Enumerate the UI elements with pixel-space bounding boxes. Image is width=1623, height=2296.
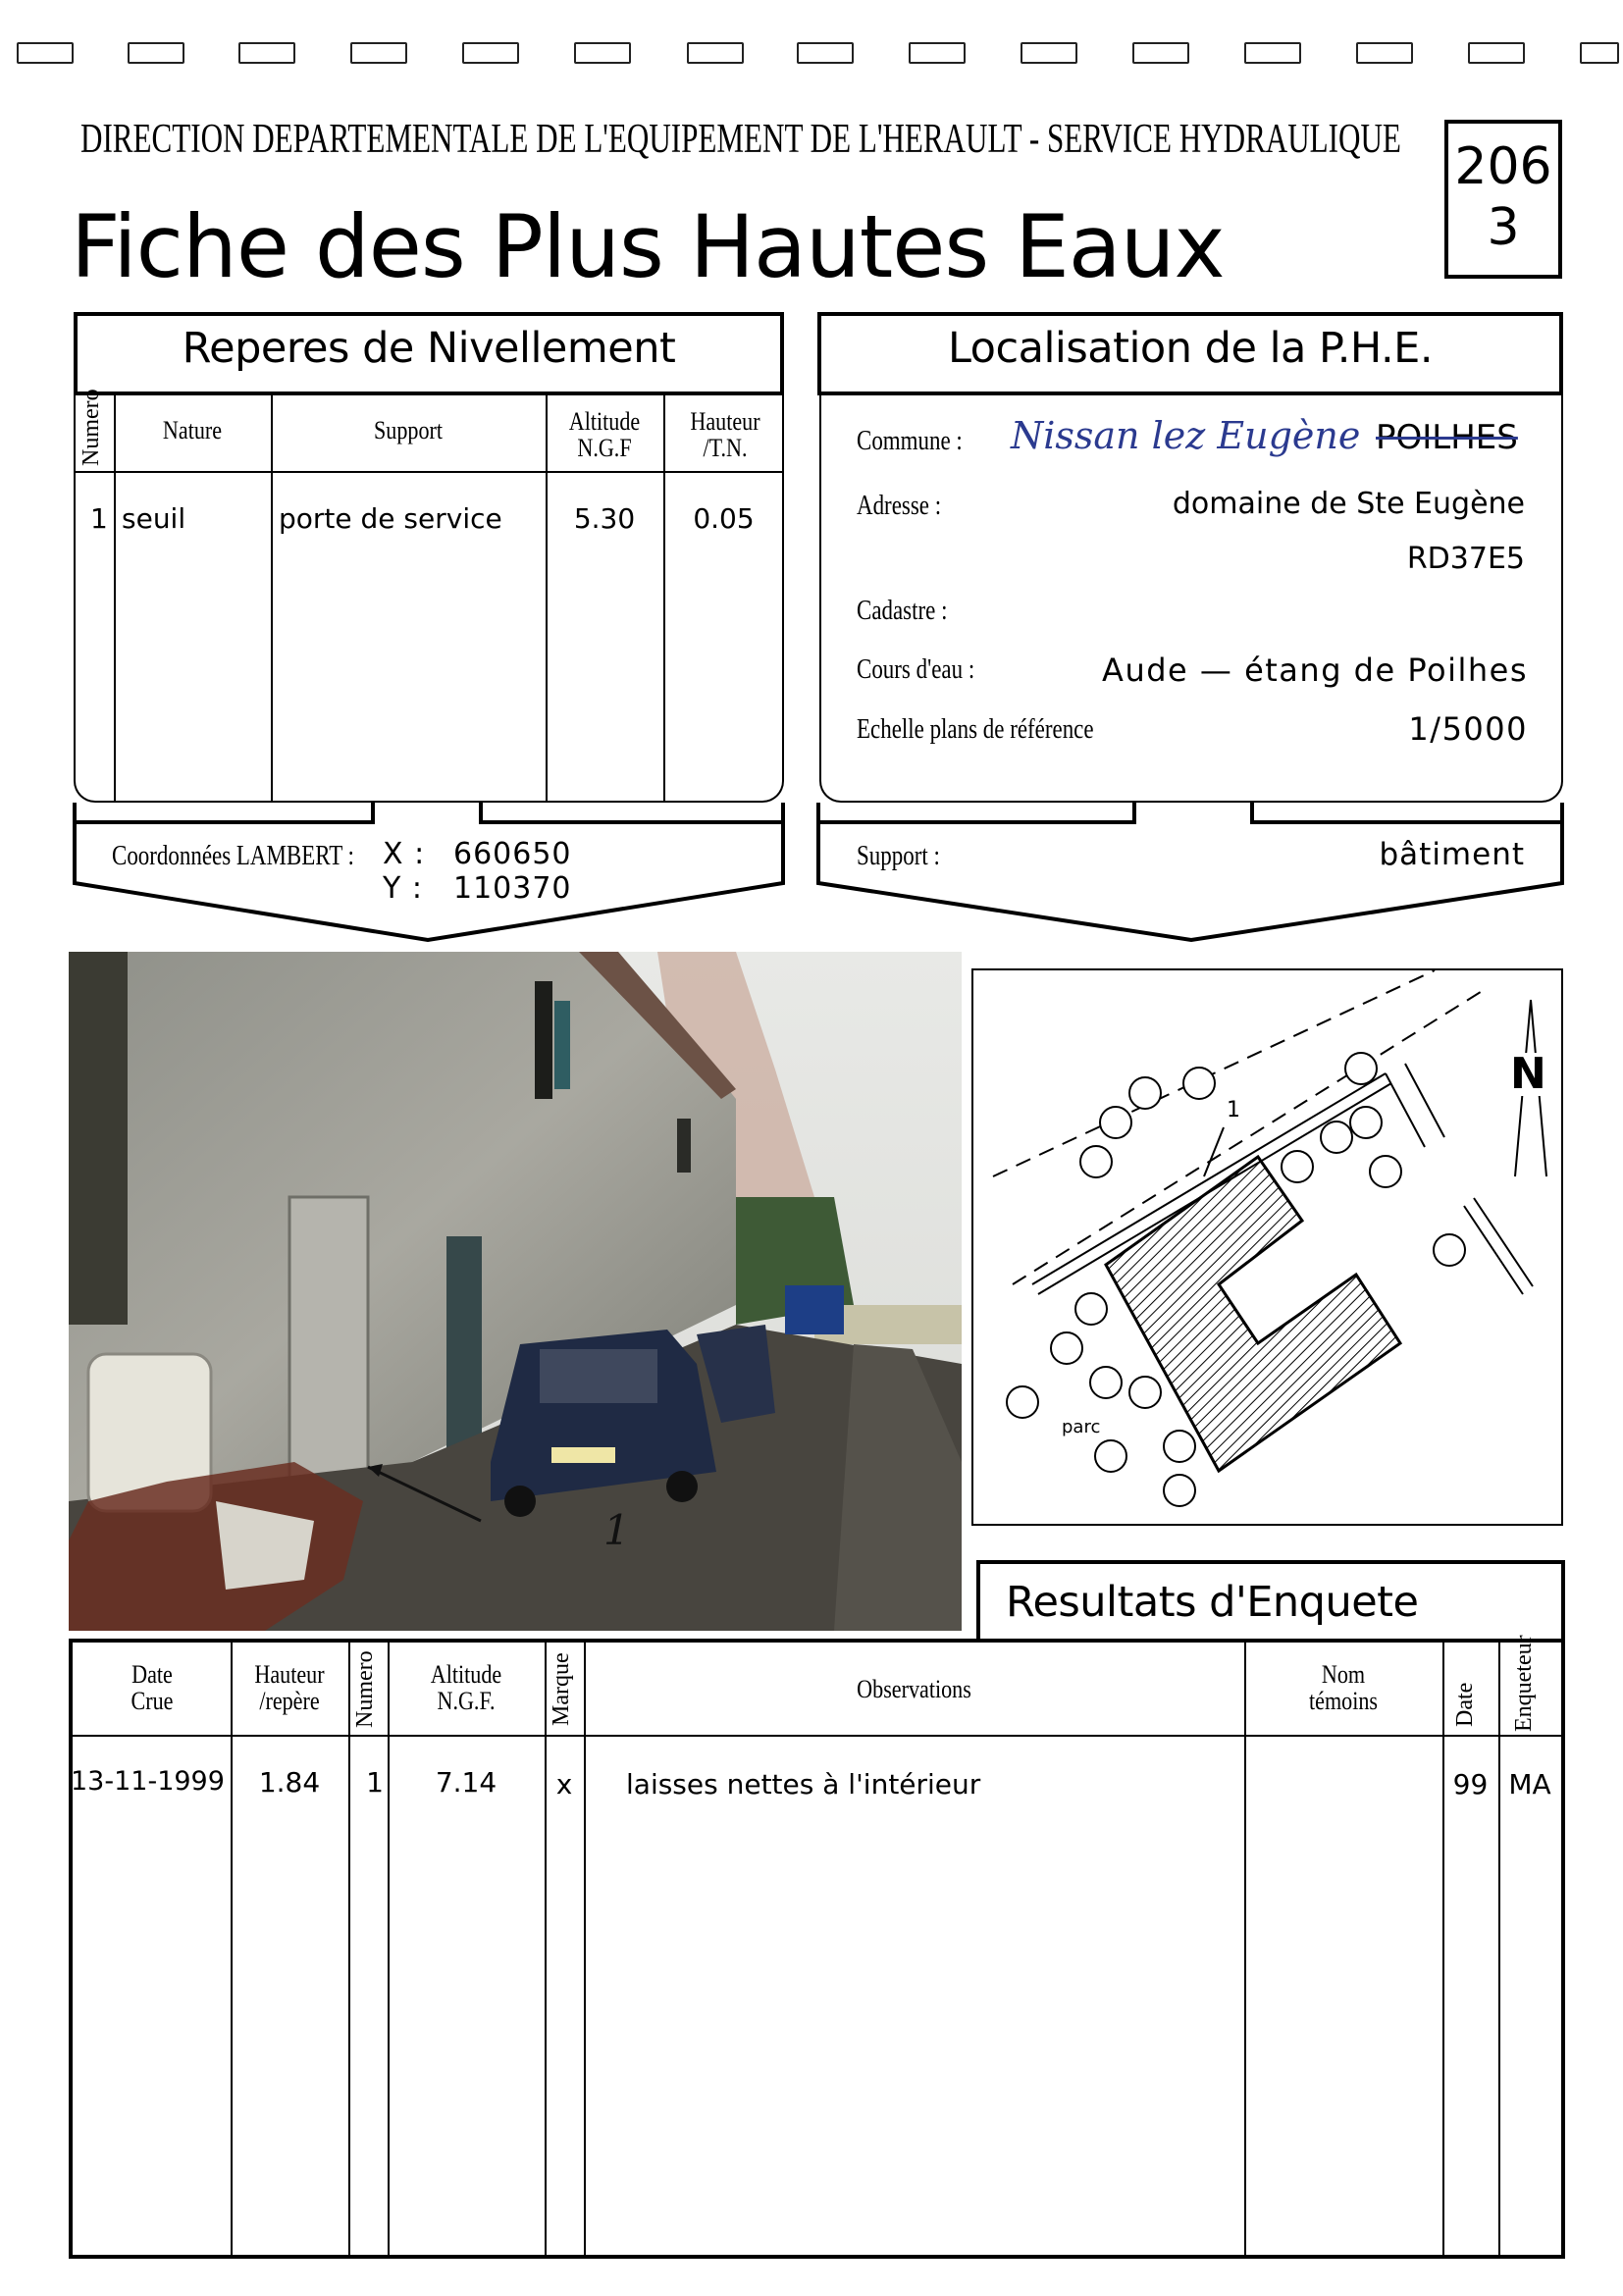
reperes-col-numero: Numero bbox=[79, 389, 104, 466]
north-label: N bbox=[1510, 1049, 1546, 1099]
fiche-number: 206 bbox=[1454, 137, 1552, 196]
col-hauteur: Hauteur /repère bbox=[254, 1660, 325, 1715]
cours-eau-value: Aude — étang de Poilhes bbox=[1102, 652, 1528, 689]
reperes-row-support: porte de service bbox=[279, 502, 502, 535]
support-value: bâtiment bbox=[1379, 837, 1525, 872]
commune-struck: POILHES bbox=[1376, 418, 1518, 457]
row-numero: 1 bbox=[366, 1766, 384, 1799]
row-marque: x bbox=[555, 1768, 573, 1800]
echelle-label: Echelle plans de référence bbox=[857, 714, 1094, 745]
site-plan bbox=[971, 968, 1563, 1526]
coord-y-label: Y : bbox=[383, 871, 423, 906]
col-marque: Marque bbox=[549, 1652, 574, 1727]
reperes-row-hauteur: 0.05 bbox=[693, 502, 755, 535]
adresse-line1: domaine de Ste Eugène bbox=[1172, 487, 1525, 521]
col-date-crue: Date Crue bbox=[131, 1660, 174, 1715]
row-hauteur: 1.84 bbox=[258, 1766, 321, 1799]
reperes-title: Reperes de Nivellement bbox=[182, 324, 676, 373]
fiche-number-box bbox=[1444, 120, 1562, 279]
echelle-value: 1/5000 bbox=[1408, 710, 1528, 748]
coord-x-label: X : bbox=[383, 837, 426, 871]
col-enqueteur: Enqueteur bbox=[1511, 1635, 1537, 1732]
col-altitude: Altitude N.G.F. bbox=[430, 1660, 502, 1715]
cadastre-label: Cadastre : bbox=[857, 596, 948, 626]
resultats-table-frame bbox=[69, 1635, 1565, 2259]
reperes-col-altitude: Altitude N.G.F bbox=[568, 407, 641, 462]
plan-marker-number: 1 bbox=[1227, 1098, 1240, 1122]
reperes-row-nature: seuil bbox=[122, 502, 186, 535]
photo-annotation-number: 1 bbox=[603, 1506, 630, 1554]
row-observations: laisses nettes à l'intérieur bbox=[626, 1768, 981, 1800]
reperes-col-hauteur: Hauteur /T.N. bbox=[690, 407, 760, 462]
building-photo bbox=[69, 952, 962, 1631]
localisation-title: Localisation de la P.H.E. bbox=[947, 324, 1434, 373]
reperes-row-numero: 1 bbox=[90, 502, 108, 535]
coord-x-value: 660650 bbox=[453, 837, 572, 871]
parc-label: parc bbox=[1062, 1417, 1101, 1437]
col-nom-temoins: Nom témoins bbox=[1309, 1660, 1378, 1715]
adresse-label: Adresse : bbox=[857, 491, 942, 521]
row-date-crue: 13-11-1999 bbox=[71, 1766, 225, 1797]
commune-handwritten: Nissan lez Eugène bbox=[1011, 414, 1361, 457]
col-date: Date bbox=[1452, 1682, 1478, 1727]
col-observations: Observations bbox=[857, 1675, 971, 1703]
page-title: Fiche des Plus Hautes Eaux bbox=[71, 196, 1225, 297]
row-date: 99 bbox=[1452, 1768, 1489, 1800]
reperes-col-support: Support bbox=[374, 416, 443, 444]
direction-header: DIRECTION DEPARTEMENTALE DE L'EQUIPEMENT DE L'HERAULT - SERVICE HYDRAULIQUE bbox=[80, 117, 1401, 162]
commune-label: Commune : bbox=[857, 426, 963, 456]
coord-y-value: 110370 bbox=[453, 871, 572, 906]
support-label: Support : bbox=[857, 841, 940, 871]
resultats-title: Resultats d'Enquete bbox=[1006, 1578, 1419, 1627]
reperes-table-frame bbox=[74, 389, 784, 803]
fiche-sub-number: 3 bbox=[1487, 198, 1520, 257]
coord-label: Coordonnées LAMBERT : bbox=[112, 841, 354, 871]
row-enqueteur: MA bbox=[1508, 1768, 1551, 1800]
reperes-col-nature: Nature bbox=[162, 416, 223, 444]
adresse-line2: RD37E5 bbox=[1406, 542, 1525, 576]
col-numero: Numero bbox=[352, 1650, 378, 1729]
cours-eau-label: Cours d'eau : bbox=[857, 654, 975, 685]
reperes-row-altitude: 5.30 bbox=[573, 502, 636, 535]
row-altitude: 7.14 bbox=[435, 1766, 497, 1799]
